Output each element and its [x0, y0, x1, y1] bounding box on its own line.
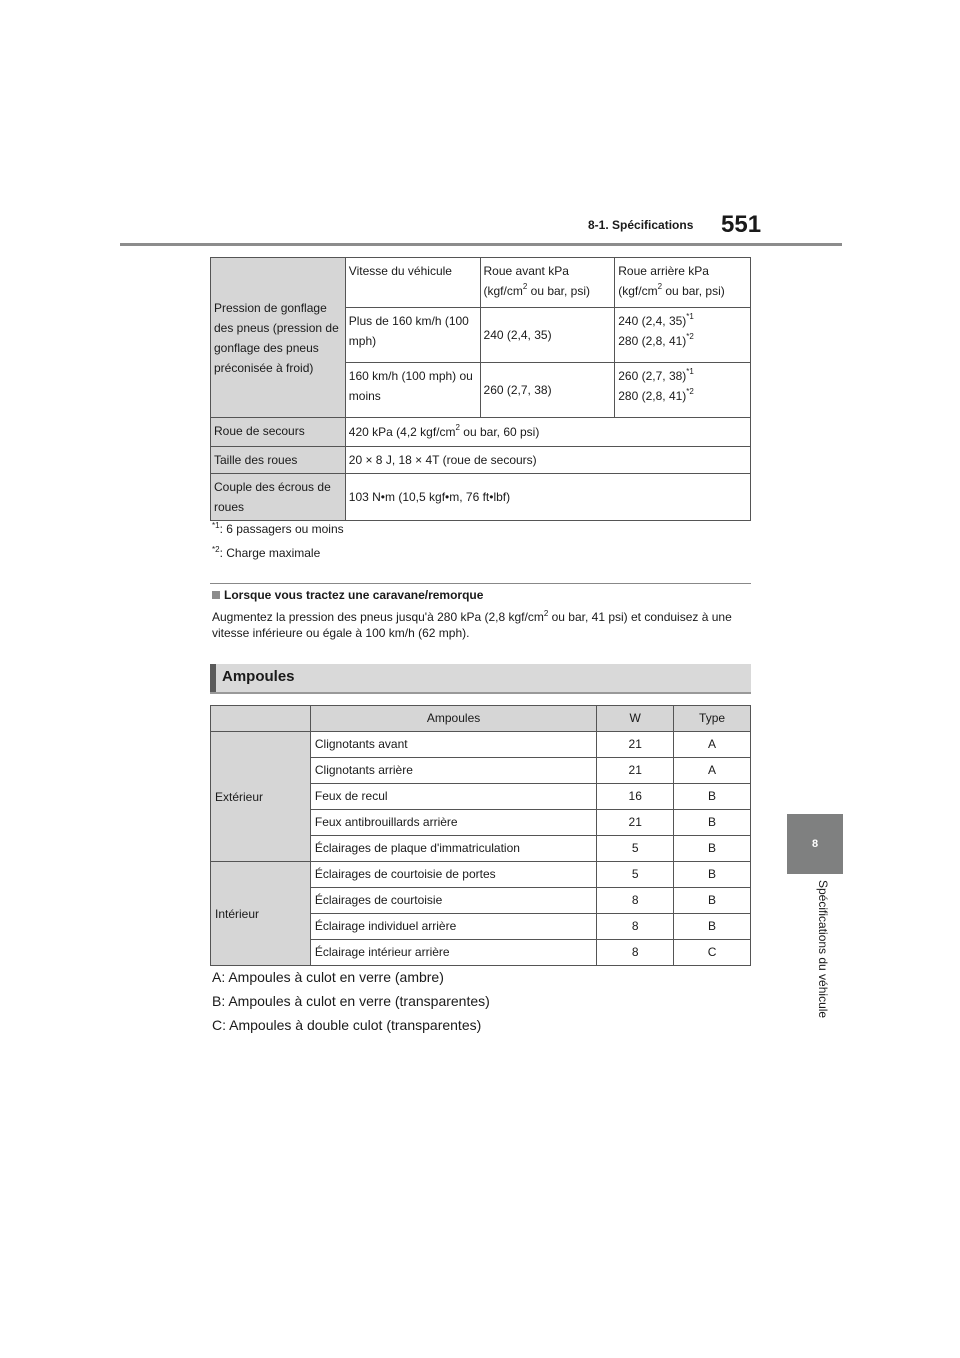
- towing-heading: Lorsque vous tractez une caravane/remorque: [212, 588, 483, 602]
- section-accent: [210, 664, 216, 692]
- pressure-label: Pression de gonflage des pneus (pression de gonflage des pneus préconisée à froid): [211, 258, 346, 418]
- spare-label: Roue de secours: [211, 418, 346, 447]
- legend-c: C: Ampoules à double culot (transparentes): [212, 1017, 482, 1033]
- col-rear-header: Roue arrière kPa ($kgf/cm^2$ ou bar, psi): [615, 258, 751, 308]
- bulb-type: A: [674, 758, 751, 784]
- group-exterior: Extérieur: [211, 732, 311, 862]
- bulb-name: Feux antibrouillards arrière: [310, 810, 596, 836]
- footnote-1: $^{*1}$: 6 passagers ou moins: [212, 521, 344, 536]
- bulb-watt: 16: [597, 784, 674, 810]
- footnote-2: $^{*2}$: Charge maximale: [212, 545, 321, 560]
- bulb-watt: 21: [597, 732, 674, 758]
- bulb-type: B: [674, 862, 751, 888]
- bulb-name: Éclairage individuel arrière: [310, 914, 596, 940]
- bulb-type: A: [674, 732, 751, 758]
- col-bulbs-header: Ampoules: [310, 706, 596, 732]
- spare-value: 420 kPa (4,2 kgf/$cm^2$ ou bar, 60 psi): [345, 418, 750, 447]
- wheel-size-value: 20 × 8 J, 18 × 4T (roue de secours): [345, 447, 750, 474]
- chapter-tab: [787, 814, 843, 874]
- bulb-type: B: [674, 836, 751, 862]
- front-pressure-cell: 260 (2,7, 38): [480, 363, 615, 418]
- chapter-label: Spécifications du véhicule: [816, 880, 830, 1019]
- legend-b: B: Ampoules à culot en verre (transparentes): [212, 993, 490, 1009]
- divider: [210, 583, 751, 584]
- bulbs-table: [210, 705, 751, 966]
- blank-header: [211, 706, 311, 732]
- bulb-watt: 8: [597, 914, 674, 940]
- group-interior: Intérieur: [211, 862, 311, 966]
- bulb-name: Clignotants avant: [310, 732, 596, 758]
- nut-torque-label: Couple des écrous de roues: [211, 474, 346, 521]
- bulbs-section-header: [210, 664, 751, 694]
- bulb-name: Éclairage intérieur arrière: [310, 940, 596, 966]
- front-pressure-cell: 240 (2,4, 35): [480, 308, 615, 363]
- bulbs-section-title: Ampoules: [222, 668, 295, 685]
- page-number: 551: [721, 211, 762, 238]
- col-front-header: Roue avant kPa ($kgf/cm^2$ ou bar, psi): [480, 258, 615, 308]
- bulb-type: B: [674, 914, 751, 940]
- bulb-type: B: [674, 888, 751, 914]
- rear-pressure-cell: 260 (2,7, 38)$^{*1}$ 280 (2,8, 41)$^{*2}$: [615, 363, 751, 418]
- speed-cell: Plus de 160 km/h (100 mph): [345, 308, 480, 363]
- bulb-watt: 5: [597, 862, 674, 888]
- bulb-type: B: [674, 784, 751, 810]
- bulb-type: C: [674, 940, 751, 966]
- bulb-watt: 8: [597, 888, 674, 914]
- bulb-watt: 21: [597, 758, 674, 784]
- bulb-name: Feux de recul: [310, 784, 596, 810]
- col-type-header: Type: [674, 706, 751, 732]
- tire-pressure-table: [210, 257, 751, 521]
- speed-cell: 160 km/h (100 mph) ou moins: [345, 363, 480, 418]
- nut-torque-value: 103 N•m (10,5 kgf•m, 76 ft•lbf): [345, 474, 750, 521]
- bulb-name: Clignotants arrière: [310, 758, 596, 784]
- square-bullet-icon: [212, 591, 220, 599]
- col-speed-header: Vitesse du véhicule: [345, 258, 480, 308]
- bulb-name: Éclairages de plaque d'immatriculation: [310, 836, 596, 862]
- rear-pressure-cell: 240 (2,4, 35)$^{*1}$ 280 (2,8, 41)$^{*2}$: [615, 308, 751, 363]
- wheel-size-label: Taille des roues: [211, 447, 346, 474]
- bulb-watt: 5: [597, 836, 674, 862]
- towing-text: Augmentez la pression des pneus jusqu'à 280 kPa (2,8 kgf/$cm^2$ ou bar, 41 psi) et conduisez à une vitesse inférieure ou égale à 100 km/h (62 mph).: [212, 609, 732, 640]
- legend-a: A: Ampoules à culot en verre (ambre): [212, 969, 444, 985]
- bulb-watt: 21: [597, 810, 674, 836]
- col-w-header: W: [597, 706, 674, 732]
- header-divider: [120, 243, 842, 246]
- chapter-tab-number: 8: [811, 838, 819, 850]
- section-title: 8-1. Spécifications: [588, 218, 694, 232]
- bulb-watt: 8: [597, 940, 674, 966]
- bulb-type: B: [674, 810, 751, 836]
- bulb-name: Éclairages de courtoisie de portes: [310, 862, 596, 888]
- bulb-name: Éclairages de courtoisie: [310, 888, 596, 914]
